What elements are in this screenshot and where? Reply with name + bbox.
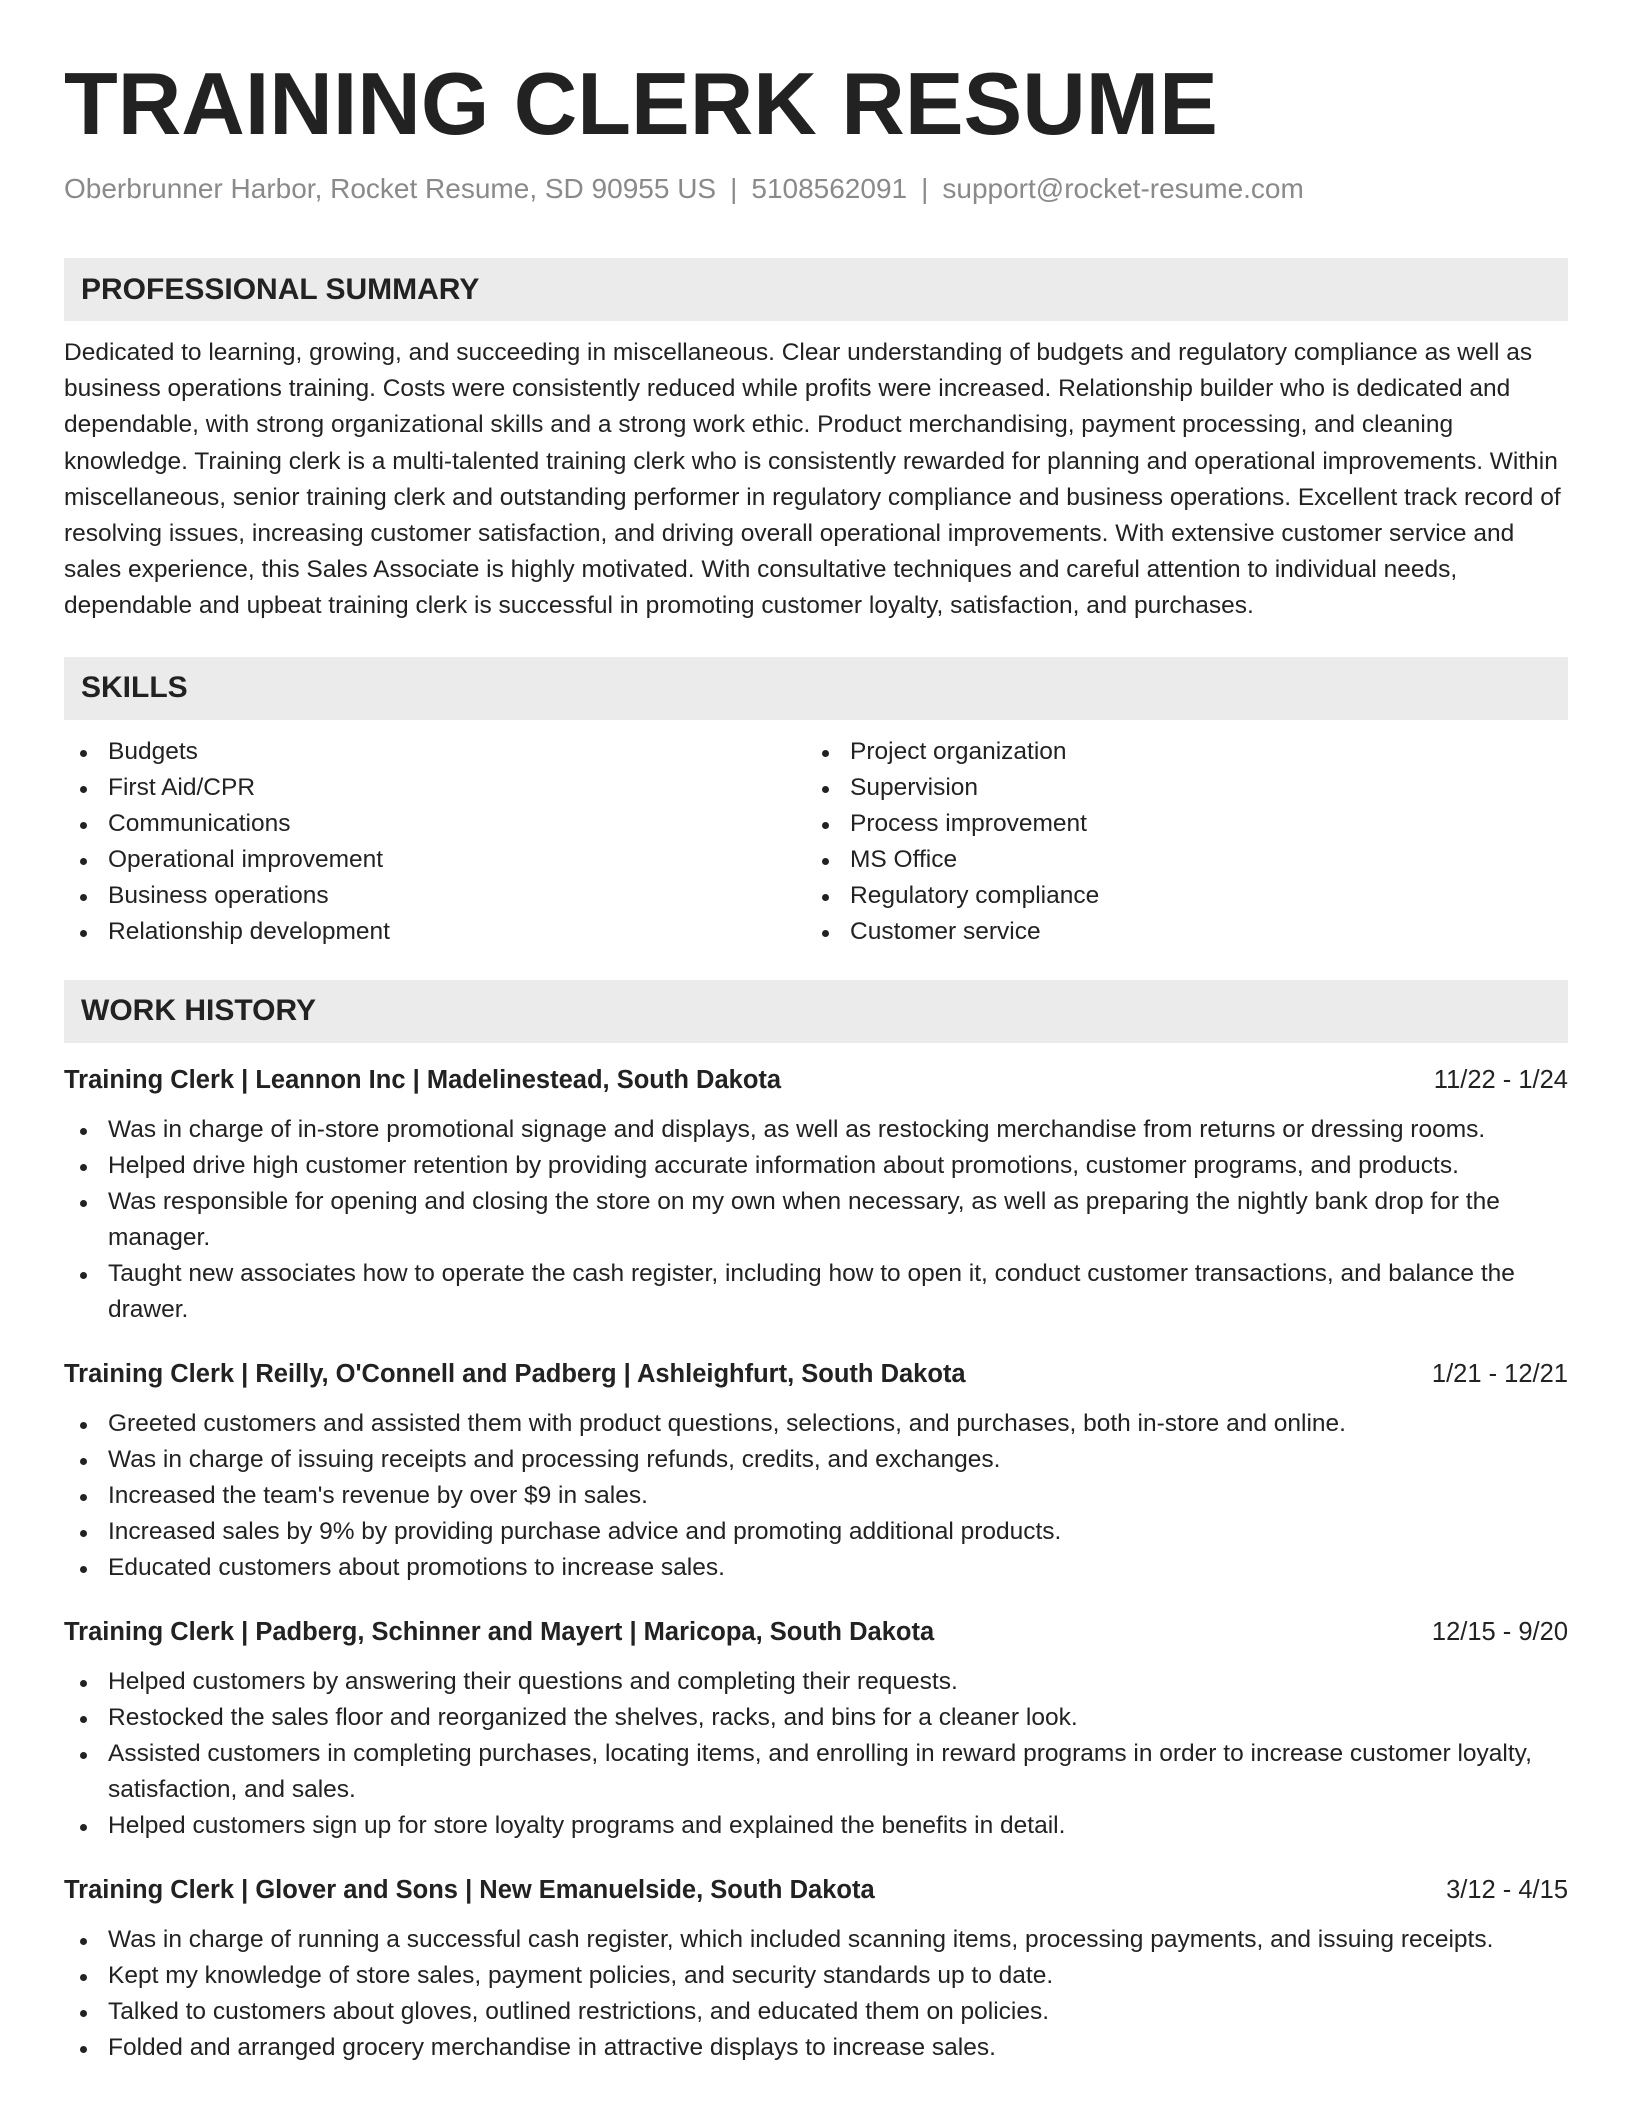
job-title: Training Clerk | Glover and Sons | New Emanuelside, South Dakota <box>64 1875 875 1904</box>
job-bullet: Greeted customers and assisted them with product questions, selections, and purchases, both in-store and online. <box>64 1406 1568 1442</box>
job-title: Training Clerk | Reilly, O'Connell and Padberg | Ashleighfurt, South Dakota <box>64 1359 966 1388</box>
job-bullet: Helped customers by answering their questions and completing their requests. <box>64 1664 1568 1700</box>
job-header <box>64 1615 1568 1649</box>
job-bullet: Was in charge of issuing receipts and processing refunds, credits, and exchanges. <box>64 1442 1568 1478</box>
job-header <box>64 1873 1568 1907</box>
job-bullets <box>64 1922 1568 2066</box>
skill-item: First Aid/CPR <box>64 770 806 806</box>
separator: | <box>730 173 738 204</box>
job-entry <box>64 1063 1568 1328</box>
email: support@rocket-resume.com <box>942 173 1304 204</box>
job-title: Training Clerk | Padberg, Schinner and Mayert | Maricopa, South Dakota <box>64 1617 935 1646</box>
skill-item: Budgets <box>64 734 806 770</box>
resume-title: TRAINING CLERK RESUME <box>64 54 1218 153</box>
separator: | <box>921 173 929 204</box>
skill-item: Communications <box>64 806 806 842</box>
job-bullets <box>64 1664 1568 1844</box>
skill-item: Business operations <box>64 878 806 914</box>
skill-item: MS Office <box>806 842 1548 878</box>
section-header-summary: PROFESSIONAL SUMMARY <box>64 258 1568 321</box>
address: Oberbrunner Harbor, Rocket Resume, SD 90955 US <box>64 173 717 204</box>
skills-list <box>64 734 1568 950</box>
job-bullet: Increased sales by 9% by providing purchase advice and promoting additional products. <box>64 1514 1568 1550</box>
summary-text: Dedicated to learning, growing, and succeeding in miscellaneous. Clear understanding of budgets and regulatory compliance as well as business operations training. Costs were consistently reduced while profits were increased. Relationship builder who is dedicated and dependable, with strong organizational skills and a strong work ethic. Product merchandising, payment processing, and cleaning knowledge. Training clerk is a multi-talented training clerk who is consistently rewarded for planning and operational improvements. Within miscellaneous, senior training clerk and outstanding performer in regulatory compliance and business operations. Excellent track record of resolving issues, increasing customer satisfaction, and driving overall operational improvements. With extensive customer service and sales experience, this Sales Associate is highly motivated. With consultative techniques and careful attention to individual needs, dependable and upbeat training clerk is successful in promoting customer loyalty, satisfaction, and purchases. <box>64 339 1561 620</box>
job-entry <box>64 1357 1568 1586</box>
job-header <box>64 1063 1568 1097</box>
job-bullet: Was in charge of running a successful cash register, which included scanning items, processing payments, and issuing receipts. <box>64 1922 1568 1958</box>
skill-item: Regulatory compliance <box>806 878 1548 914</box>
job-bullet: Restocked the sales floor and reorganized the shelves, racks, and bins for a cleaner look. <box>64 1700 1568 1736</box>
job-bullet: Was responsible for opening and closing the store on my own when necessary, as well as preparing the nightly bank drop for the manager. <box>64 1184 1568 1256</box>
skill-item: Process improvement <box>806 806 1548 842</box>
section-header-work-history: WORK HISTORY <box>64 980 1568 1043</box>
job-header <box>64 1357 1568 1391</box>
skill-item: Project organization <box>806 734 1548 770</box>
skill-item: Relationship development <box>64 914 806 950</box>
skill-item: Operational improvement <box>64 842 806 878</box>
job-bullet: Helped customers sign up for store loyalty programs and explained the benefits in detail. <box>64 1808 1568 1844</box>
job-bullet: Taught new associates how to operate the cash register, including how to open it, conduct customer transactions, and balance the drawer. <box>64 1256 1568 1328</box>
job-bullets <box>64 1406 1568 1586</box>
job-dates: 12/15 - 9/20 <box>1431 1617 1568 1646</box>
job-bullets <box>64 1112 1568 1328</box>
skill-item: Customer service <box>806 914 1548 950</box>
job-bullet: Helped drive high customer retention by providing accurate information about promotions, customer programs, and products. <box>64 1148 1568 1184</box>
job-dates: 3/12 - 4/15 <box>1446 1875 1568 1904</box>
job-bullet: Was in charge of in-store promotional signage and displays, as well as restocking merchandise from returns or dressing rooms. <box>64 1112 1568 1148</box>
job-dates: 1/21 - 12/21 <box>1431 1359 1568 1388</box>
job-bullet: Increased the team's revenue by over $9 in sales. <box>64 1478 1568 1514</box>
skill-item: Supervision <box>806 770 1548 806</box>
section-header-skills: SKILLS <box>64 657 1568 720</box>
skills-column-right <box>806 734 1548 950</box>
job-title: Training Clerk | Leannon Inc | Madelinestead, South Dakota <box>64 1065 782 1094</box>
job-entry <box>64 1873 1568 2066</box>
job-dates: 11/22 - 1/24 <box>1433 1065 1568 1094</box>
contact-line <box>64 172 1568 206</box>
job-bullet: Educated customers about promotions to increase sales. <box>64 1550 1568 1586</box>
skills-column-left <box>64 734 806 950</box>
job-entry <box>64 1615 1568 1844</box>
phone: 5108562091 <box>751 173 908 204</box>
job-bullet: Assisted customers in completing purchases, locating items, and enrolling in reward programs in order to increase customer loyalty, satisfaction, and sales. <box>64 1736 1568 1808</box>
job-bullet: Talked to customers about gloves, outlined restrictions, and educated them on policies. <box>64 1994 1568 2030</box>
job-bullet: Kept my knowledge of store sales, payment policies, and security standards up to date. <box>64 1958 1568 1994</box>
job-bullet: Folded and arranged grocery merchandise in attractive displays to increase sales. <box>64 2030 1568 2066</box>
